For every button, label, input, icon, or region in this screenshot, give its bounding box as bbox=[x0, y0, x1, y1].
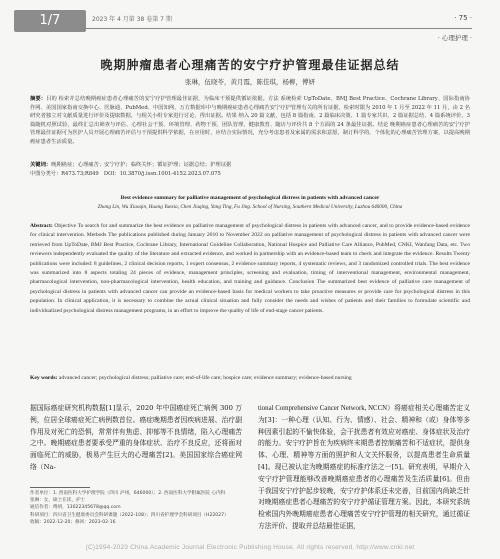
body-right-en: tional Comprehensive Cancer Network, NCCN） bbox=[258, 405, 395, 412]
footnote-line: 收稿：2022-12-20；修回：2023-02-16 bbox=[30, 519, 116, 525]
keywords-cn-text: 晚期癌症；心理痛苦；安宁疗护；临终关怀；循证护理；证据总结；护理证据 bbox=[51, 162, 232, 168]
footnote-line: 通信作者：傅妍，13022345678@qq.com bbox=[30, 505, 121, 511]
body-column-right bbox=[258, 403, 470, 543]
english-abstract-label: Abstract: bbox=[30, 223, 53, 229]
footnotes bbox=[30, 490, 245, 526]
copyright-footer: (C)1994-2023 China Academic Journal Electronic Publishing House. All rights reserved. http://www.cnki.net bbox=[85, 544, 415, 551]
abstract-cn-label: 摘要： bbox=[30, 96, 47, 102]
keywords-cn bbox=[30, 161, 470, 170]
english-title: Best evidence summary for palliative management of psychological distress in patients with advanced cancer bbox=[120, 195, 380, 201]
english-keywords-label: Key words: bbox=[30, 375, 58, 381]
running-head: 2023 年 4 月第 38 卷第 7 期 bbox=[92, 16, 172, 23]
article-authors: 张琳，伍晓苓，黄月霞，陈佳琪，杨柳，傅妍 bbox=[185, 78, 315, 86]
footnote-line: 作者单位：1. 西南医科大学护理学院（四川 泸州，646000）；2. 西南医科大学附属医院 心内科 bbox=[30, 491, 226, 496]
classification-doi: 中图分类号：R473.73;R849 DOI：10.3870/j.issn.1001-4152.2023.07.075 bbox=[30, 171, 221, 177]
keywords-cn-label: 关键词： bbox=[30, 162, 52, 168]
english-keywords-text: advanced cancer; psychological distress; palliative care; end-of-life care; hospice care; evidence summary; evidence-based nursing bbox=[58, 375, 352, 381]
english-abstract-text: Objective To search for and summarize the best evidence on palliative management of psychological distress in patients with advanced cancer, and to provide evidence-based evidence for clinical intervention. Methods The publications published during January 2010 to November 2022 on palliative management of psychological distress in patients with advanced cancer were retrieved from UpToDate, BMJ Best Practice, Cochrane Library, International Guideline Collaboration, National Hospice and Palliative Care Alliance, PubMed, CNKI, Wanfang Data, etc. Two reviewers independently evaluated the quality of the literature and extracted evidence, and worked in partnership with an evidence-based team to check and integrate the evidence. Results Twenty publications were included: 8 guidelines, 2 clinical decision reports, 1 expert consensus, 2 evidence summary reports, 4 systematic reviews, and 3 randomized controlled trials. The best evidence was summarized into 8 aspects totaling 24 pieces of evidence, management principles, screening and evaluation, timing of interventional management, environmental management, pharmacological intervention, non-pharmacological intervention, health education, and training and guidance. Conclusion The summarized best evidence of palliative care management of psychological distress in patients with advanced cancer can provide an evidence-based basis for medical workers to take proactive measures or provide care for psychological distress in this population. In clinical application, it is necessary to combine the actual clinical situation and fully consider the needs and wishes of patients and their families to formulate scientific and individualized psychological distress management programs, in an effort to improve the quality of life of end-stage cancer patients. bbox=[30, 223, 470, 314]
body-right-cn: 将癌症相关心理痛苦定义为[3]：一种心理（认知、行为、情感）、社会、精神和（或）身体等多种因素引起的不愉快体验，会干扰患者有效应对癌症、身体症状及治疗的能力。安宁疗护旨在为疾病终末期患者控制痛苦和不适症状，提供身体、心理、精神等方面的照护和人文关怀服务，以提高患者生命质量[4]。现已被认定为晚期癌症的标准疗法之一[5]。研究表明，早期介入安宁疗护管理能够改善晚期癌症患者的心理痛苦及生活质量[6]。但由于我国安宁疗护起步较晚，安宁疗护体系还未完善，目前国内尚缺乏针对晚期癌症患者心理痛苦的安宁疗护循证管理方案。因此，本研究系统检索国内外晚期癌症患者心理痛苦安宁疗护管理的相关研究，通过循证方法评价、提取并总结最佳证据， bbox=[258, 404, 470, 530]
header-rule bbox=[28, 28, 472, 29]
body-column-left: 据国际癌症研究机构数据[1]显示，2020 年中国癌症死亡病例 300 万例，位居全球癌症死亡病例数首位。癌症晚期患者因疾病进展、治疗副作用及对死亡的恐惧，常常伴有焦虑、抑郁等不良情绪，陷入心理痛苦之中。晚期癌症患者要承受严重的身体症状、治疗不良反应，还将面对面临死亡的威胁，极易产生巨大的心理痛苦[2]。美国国家综合癌症网络（Na- bbox=[30, 404, 242, 471]
english-abstract bbox=[30, 222, 470, 372]
abstract-cn-text: 目的 检索并总结晚期癌症患者心理痛苦的安宁疗护管理最佳证据，为临床干预提供循证依据。方法 系统检索 UpToDate、BMJ Best Practice、Cochrane Library、国际指南协作网、美国国家指南交换中心、医脉通、PubMed、中国知网、万方数据库中与晚期癌症患者心理痛苦安宁疗护管理有关的所有证据，检索时限为 2010 年 1 月至 2022 年 11 月，由 2 名研究者独立对文献质量进行评价及提取数据，与相关小组专家进行讨论，得出证据。结果 纳入 20 篇文献，包括 8 篇指南、2 篇临床决策、1 篇专家共识、2 篇证据总结、4 篇系统评价、3 篇随机对照试验，最终汇总出筛查与评估、心理社会干预、环境管理、药物干预、团队管理、健康教育、随访与评价共 8 个方面的 24 条最佳证据。结论 晚期癌症患者心理痛苦的安宁疗护管理最佳证据可为医护人员开展心理痛苦评估与干预提供科学依据，在应用时，应结合实际情况，充分考虑患者及家属的需求和意愿，制订科学的、个体化的心理痛苦管理方案，以提高晚期癌症患者生活质量。 bbox=[30, 96, 470, 145]
abstract-cn bbox=[30, 95, 470, 165]
english-authors: Zhang Lin, Wu Xiaoqin, Huang Yuexia, Chen Jiaqing, Yang Ting, Fu Jing. School of Nursing, Southern Medical University, Luzhou 646000, China bbox=[97, 204, 403, 210]
footnote-line: 张琳：女，硕士在读，护士 bbox=[30, 498, 86, 504]
section-label: · 心理护理 · bbox=[437, 34, 472, 42]
page-number: · 75 · bbox=[454, 14, 472, 22]
english-keywords bbox=[30, 374, 470, 383]
footnote-rule bbox=[30, 487, 90, 488]
article-title: 晚期肿瘤患者心理痛苦的安宁疗护管理最佳证据总结 bbox=[100, 58, 400, 72]
page-indicator[interactable]: 1/7 bbox=[14, 10, 86, 32]
footnote-line: 科研项目：四川省卫生健康委员会科研课题（2022-108）；四川省护理学会科研项目（H22027） bbox=[30, 512, 229, 518]
